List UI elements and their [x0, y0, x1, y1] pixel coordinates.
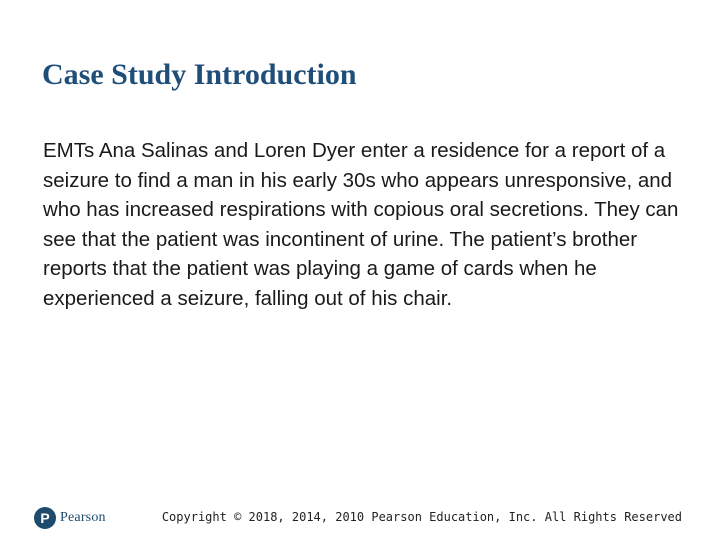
case-study-paragraph: EMTs Ana Salinas and Loren Dyer enter a residence for a report of a seizure to find a man in his early 30s who appears unresponsive, and who has increased respirations with copious oral secretions. They can see that the patient was incontinent of urine. The patient’s brother reports that the patient was playing a game of cards when he experienced a seizure, falling out of his chair.: [43, 139, 679, 310]
slide-title: Case Study Introduction: [42, 58, 357, 91]
pearson-logo-text: Pearson: [60, 510, 106, 525]
pearson-logo-icon: P: [34, 507, 56, 529]
copyright-notice: Copyright © 2018, 2014, 2010 Pearson Education, Inc. All Rights Reserved: [161, 510, 682, 524]
pearson-logo: [34, 506, 106, 530]
